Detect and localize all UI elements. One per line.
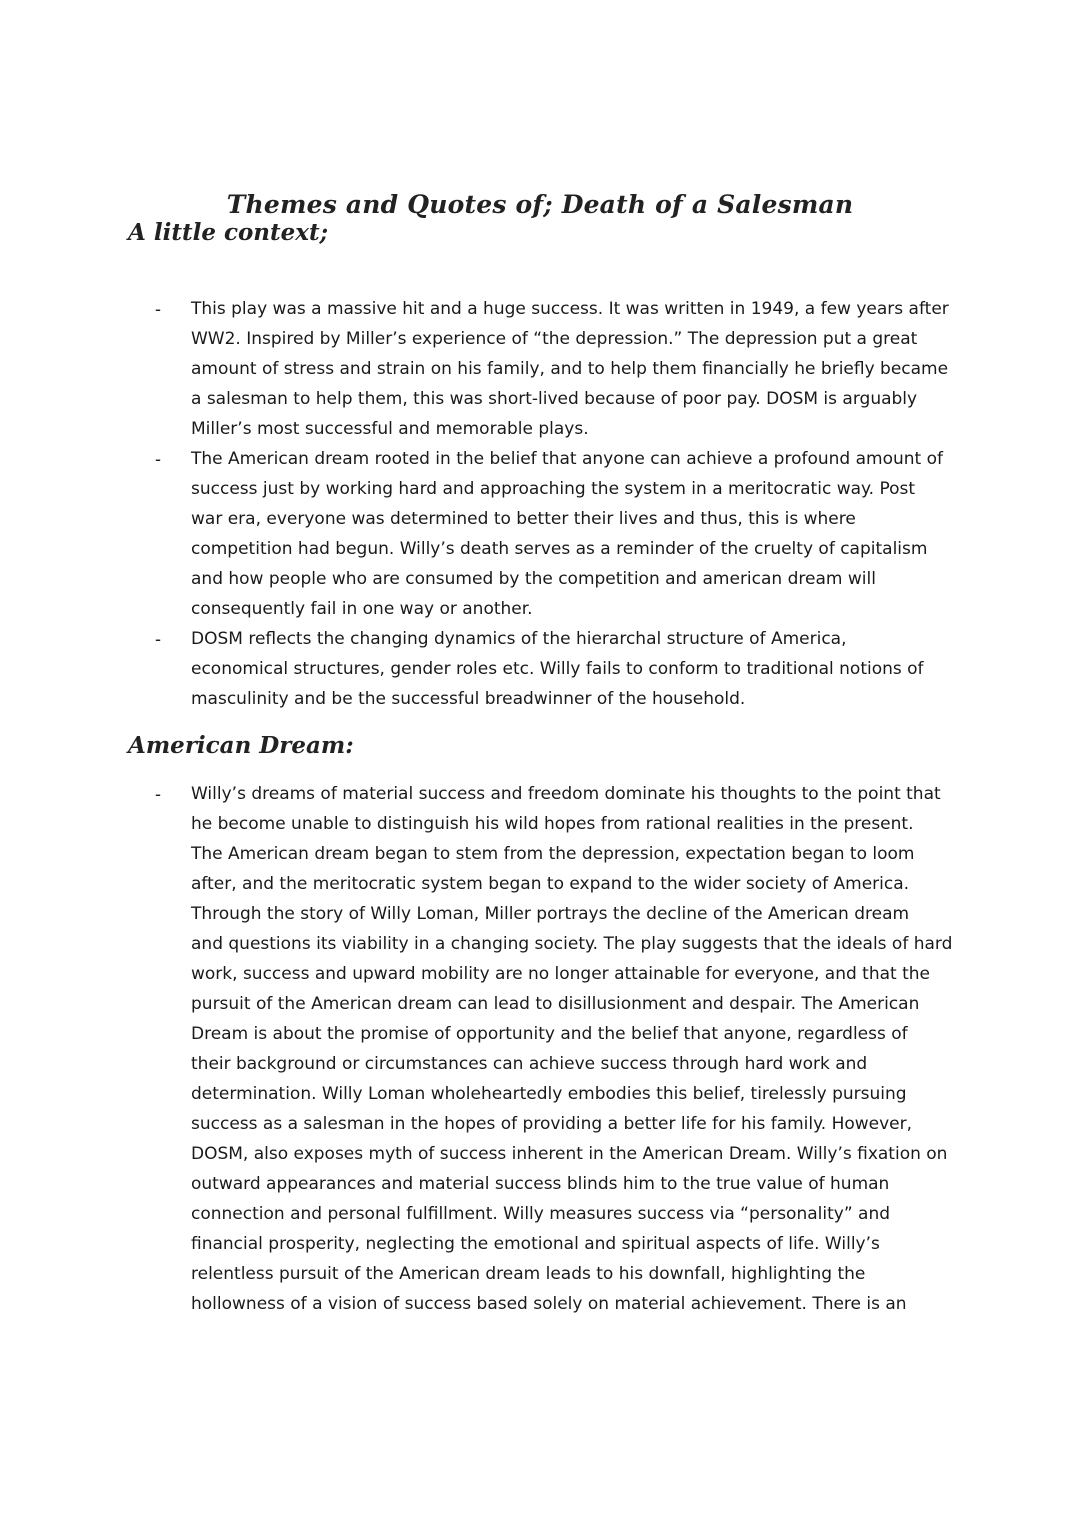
text-line: war era, everyone was determined to better their lives and thus, this is where [191, 509, 856, 529]
text-line: Dream is about the promise of opportunity and the belief that anyone, regardless of [191, 1024, 908, 1044]
section-heading-context: A little context; [128, 219, 329, 246]
text-line: their background or circumstances can achieve success through hard work and [191, 1054, 868, 1074]
text-line: Miller’s most successful and memorable plays. [191, 419, 589, 439]
bullet-dash: - [155, 784, 161, 804]
text-line: he become unable to distinguish his wild hopes from rational realities in the present. [191, 814, 914, 834]
text-line: DOSM, also exposes myth of success inherent in the American Dream. Willy’s fixation on [191, 1144, 948, 1164]
text-line: DOSM reflects the changing dynamics of the hierarchal structure of America, [191, 629, 847, 649]
text-line: determination. Willy Loman wholeheartedly embodies this belief, tirelessly pursuing [191, 1084, 907, 1104]
text-line: The American dream rooted in the belief that anyone can achieve a profound amount of [191, 449, 944, 469]
text-line: consequently fail in one way or another. [191, 599, 533, 619]
bullet-text [191, 444, 955, 624]
bullet-text [191, 624, 955, 714]
american-dream-bullet-list [155, 779, 955, 1319]
text-line: financial prosperity, neglecting the emotional and spiritual aspects of life. Willy’s [191, 1234, 880, 1254]
context-bullet-list [155, 294, 955, 714]
list-item [155, 779, 955, 1319]
text-line: masculinity and be the successful breadwinner of the household. [191, 689, 746, 709]
text-line: pursuit of the American dream can lead to disillusionment and despair. The American [191, 994, 920, 1014]
list-item [155, 444, 955, 624]
text-line: Willy’s dreams of material success and freedom dominate his thoughts to the point that [191, 784, 941, 804]
list-item [155, 294, 955, 444]
bullet-text [191, 779, 955, 1319]
bullet-dash: - [155, 299, 161, 319]
text-line: This play was a massive hit and a huge success. It was written in 1949, a few years after [191, 299, 949, 319]
list-item [155, 624, 955, 714]
text-line: after, and the meritocratic system began to expand to the wider society of America. [191, 874, 910, 894]
text-line: The American dream began to stem from the depression, expectation began to loom [191, 844, 915, 864]
text-line: success just by working hard and approaching the system in a meritocratic way. Post [191, 479, 916, 499]
text-line: economical structures, gender roles etc. Willy fails to conform to traditional notions of [191, 659, 924, 679]
section-heading-american-dream: American Dream: [128, 732, 354, 759]
bullet-dash: - [155, 449, 161, 469]
bullet-text [191, 294, 955, 444]
text-line: outward appearances and material success blinds him to the true value of human [191, 1174, 890, 1194]
text-line: Through the story of Willy Loman, Miller portrays the decline of the American dream [191, 904, 910, 924]
text-line: work, success and upward mobility are no longer attainable for everyone, and that the [191, 964, 930, 984]
text-line: connection and personal fulfillment. Willy measures success via “personality” and [191, 1204, 891, 1224]
page-title: Themes and Quotes of; Death of a Salesman [226, 190, 854, 219]
text-line: and questions its viability in a changing society. The play suggests that the ideals of hard [191, 934, 953, 954]
text-line: competition had begun. Willy’s death serves as a reminder of the cruelty of capitalism [191, 539, 928, 559]
text-line: hollowness of a vision of success based solely on material achievement. There is an [191, 1294, 907, 1314]
bullet-dash: - [155, 629, 161, 649]
text-line: amount of stress and strain on his family, and to help them financially he briefly became [191, 359, 949, 379]
text-line: a salesman to help them, this was short-lived because of poor pay. DOSM is arguably [191, 389, 918, 409]
text-line: success as a salesman in the hopes of providing a better life for his family. However, [191, 1114, 913, 1134]
text-line: relentless pursuit of the American dream leads to his downfall, highlighting the [191, 1264, 866, 1284]
text-line: WW2. Inspired by Miller’s experience of “the depression.” The depression put a great [191, 329, 918, 349]
text-line: and how people who are consumed by the competition and american dream will [191, 569, 876, 589]
